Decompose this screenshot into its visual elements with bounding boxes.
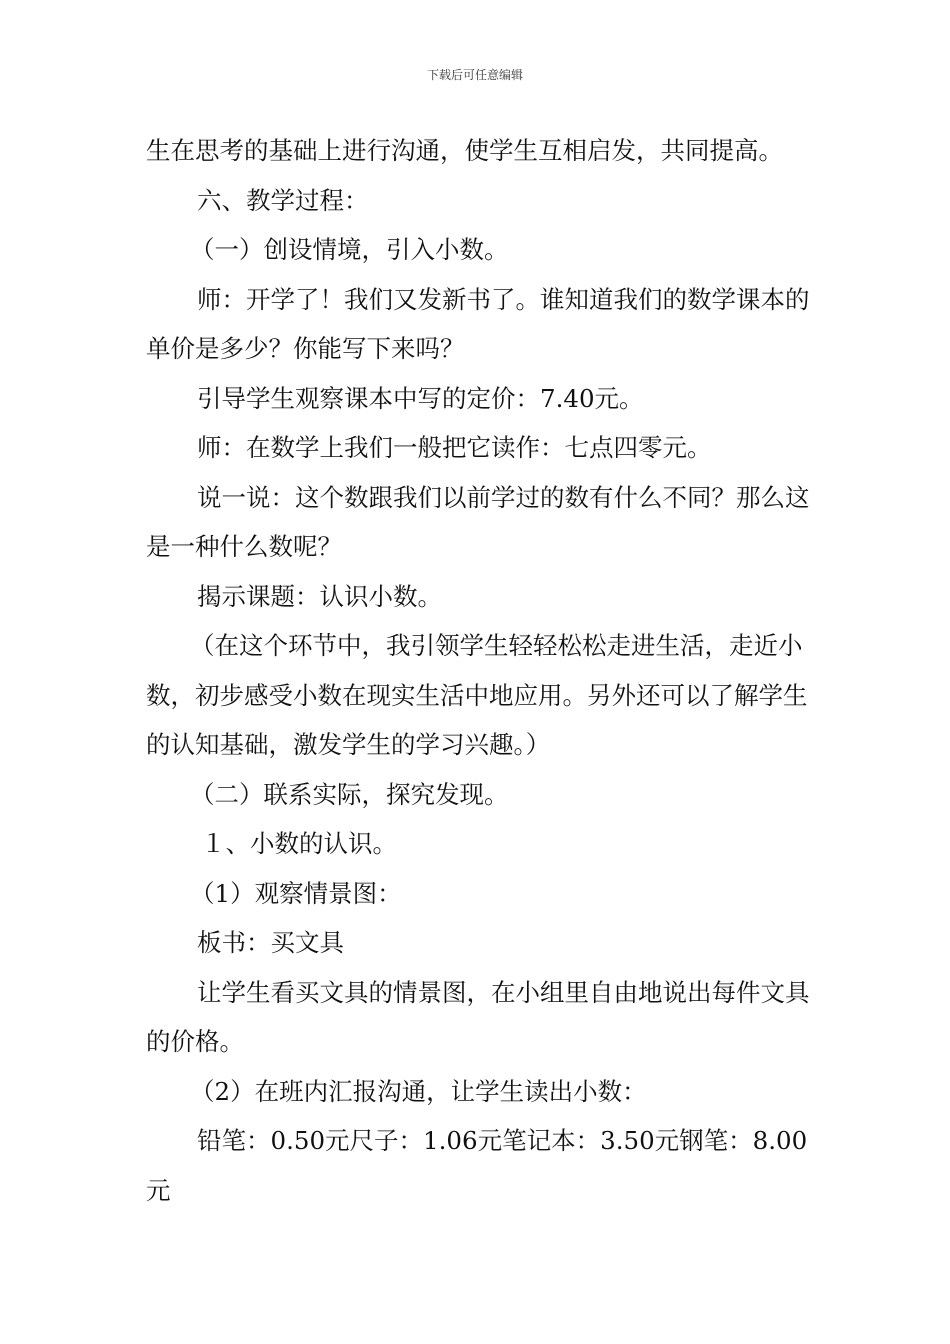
- paragraph-5: 引导学生观察课本中写的定价：7.40元。: [197, 383, 644, 413]
- document-body: [146, 126, 811, 1215]
- paragraph-13: 板书：买文具: [197, 928, 344, 957]
- paragraph-subheading-1: （一）创设情境，引入小数。: [190, 235, 509, 264]
- paragraph-14: 让学生看买文具的情景图，在小组里自由地说出每件文具的价格。: [146, 977, 810, 1056]
- paragraph-11: １、小数的认识。: [201, 829, 397, 858]
- paragraph-section-heading: 六、教学过程：: [197, 185, 369, 215]
- paragraph-12: （1）观察情景图：: [190, 878, 402, 908]
- page-header: 下载后可任意编辑: [426, 68, 523, 82]
- paragraph-4: 师：开学了！我们又发新书了。谁知道我们的数学课本的单价是多少？你能写下来吗？: [146, 284, 810, 363]
- paragraph-1: 生在思考的基础上进行沟通，使学生互相启发，共同提高。: [146, 136, 783, 165]
- paragraph-6: 师：在数学上我们一般把它读作：七点四零元。: [197, 433, 712, 462]
- paragraph-subheading-2: （二）联系实际，探究发现。: [190, 779, 509, 809]
- paragraph-16: 铅笔：0.50元尺子：1.06元笔记本：3.50元钢笔：8.00元: [146, 1126, 808, 1205]
- paragraph-9: （在这个环节中，我引领学生轻轻松松走进生活，走近小数，初步感受小数在现实生活中地应用。另外还可以了解学生的认知基础，激发学生的学习兴趣。）: [146, 631, 808, 759]
- paragraph-15: （2）在班内汇报沟通，让学生读出小数：: [190, 1076, 647, 1106]
- paragraph-7: 说一说：这个数跟我们以前学过的数有什么不同？那么这是一种什么数呢？: [146, 482, 810, 561]
- paragraph-8: 揭示课题：认识小数。: [197, 581, 442, 611]
